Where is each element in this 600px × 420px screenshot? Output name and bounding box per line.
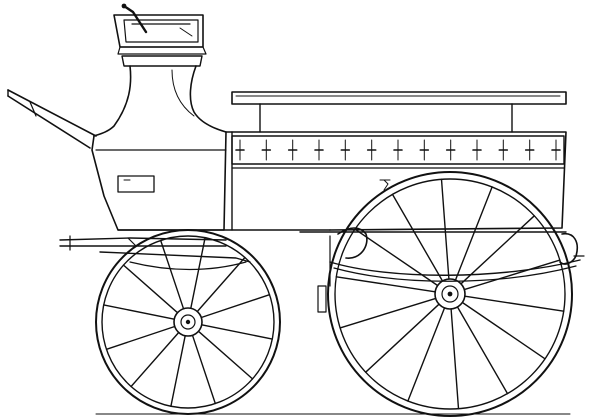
wheel-spoke (202, 325, 273, 339)
wheel-spoke (451, 309, 458, 409)
driver-box (92, 66, 330, 230)
wheel-spoke (340, 298, 436, 328)
wheel-spoke (408, 308, 445, 401)
wheel-spoke (336, 277, 435, 292)
dash-rail (8, 90, 96, 148)
cargo-body (226, 92, 566, 232)
body-rail-studs (236, 140, 560, 160)
wheel-spoke (366, 304, 439, 372)
wheel-spoke (191, 238, 205, 309)
wheel-spoke (124, 265, 178, 313)
undercarriage (60, 228, 584, 312)
wheel-spoke (465, 296, 564, 311)
wheel-spoke (171, 336, 185, 407)
wheel-spoke (462, 303, 545, 359)
rear-wheel (328, 172, 572, 416)
wheel-spoke (393, 194, 443, 281)
wheel-spoke (131, 333, 179, 387)
wheel-spoke (161, 241, 184, 309)
wheel-spoke (456, 187, 493, 280)
wheel-spoke (193, 335, 216, 403)
wheel-spoke (104, 305, 175, 319)
front-wheel (96, 230, 280, 414)
wheel-spoke (201, 295, 269, 318)
wheel-spoke (458, 307, 508, 394)
wheel-spoke (199, 331, 253, 379)
wheel-spoke (107, 327, 175, 350)
driver-seat (114, 4, 206, 66)
wheel-spoke (355, 229, 438, 285)
wheel-spoke (197, 258, 245, 312)
